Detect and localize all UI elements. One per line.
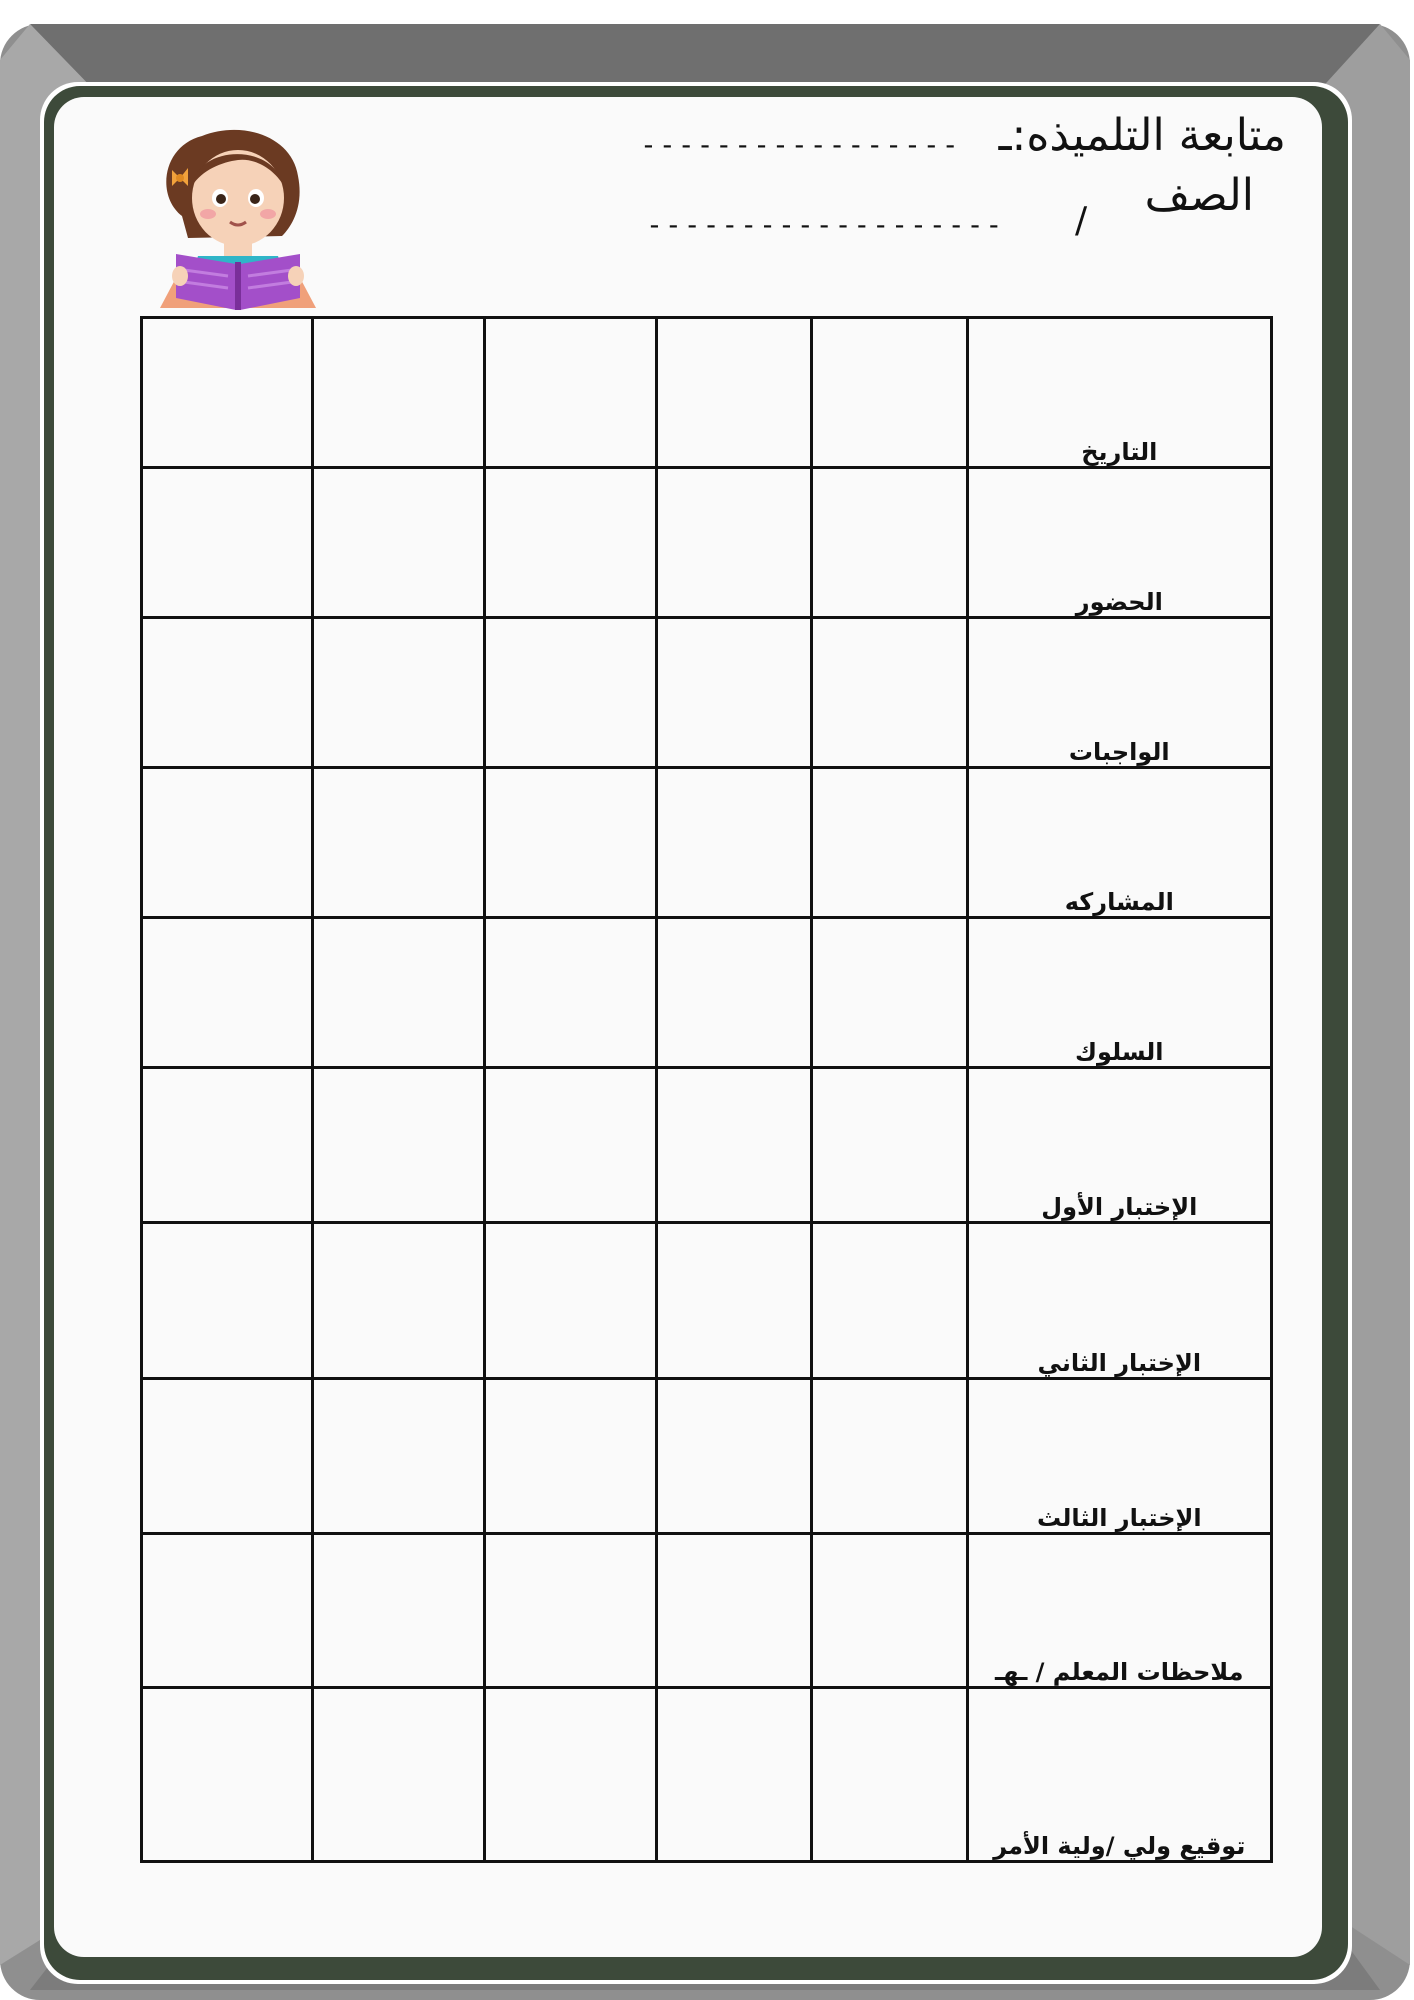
table-cell[interactable] [142,1068,313,1223]
table-cell[interactable] [485,1068,656,1223]
table-row [142,768,1272,918]
table-cell[interactable] [485,768,656,918]
table-cell[interactable] [656,1534,812,1688]
row-label-first-test: الإختبار الأول [967,1068,1271,1223]
table-cell[interactable] [312,1688,484,1862]
table-cell[interactable] [656,318,812,468]
table-cell[interactable] [142,1688,313,1862]
table-cell[interactable] [142,1534,313,1688]
table-cell[interactable] [656,1379,812,1534]
row-label-participation: المشاركه [967,768,1271,918]
table-cell[interactable] [656,1688,812,1862]
table-cell[interactable] [142,918,313,1068]
table-cell[interactable] [312,468,484,618]
table-cell[interactable] [142,1223,313,1379]
row-label-teacher-notes: ملاحظات المعلم / ـهـ [967,1534,1271,1688]
table-cell[interactable] [142,468,313,618]
class-separator: / [1075,200,1088,241]
table-cell[interactable] [485,1688,656,1862]
table-cell[interactable] [656,768,812,918]
table-cell[interactable] [812,1534,968,1688]
table-cell[interactable] [812,318,968,468]
table-row [142,1688,1272,1862]
table-row [142,1223,1272,1379]
table-cell[interactable] [812,1379,968,1534]
table-cell[interactable] [142,618,313,768]
student-name-label: متابعة التلميذه:ـ [998,110,1286,161]
table-cell[interactable] [312,918,484,1068]
row-label-date: التاريخ [967,318,1271,468]
table-cell[interactable] [485,318,656,468]
table-cell[interactable] [485,1223,656,1379]
student-name-blank[interactable]: ----------------- [640,128,961,161]
table-cell[interactable] [485,1534,656,1688]
table-cell[interactable] [485,918,656,1068]
table-cell[interactable] [312,768,484,918]
row-label-parent-signature: توقيع ولي /ولية الأمر [967,1688,1271,1862]
row-label-third-test: الإختبار الثالث [967,1379,1271,1534]
row-label-homework: الواجبات [967,618,1271,768]
table-row [142,918,1272,1068]
table-cell[interactable] [142,1379,313,1534]
table-cell[interactable] [812,1068,968,1223]
table-cell[interactable] [485,618,656,768]
girl-reading-book-illustration [142,126,332,310]
table-cell[interactable] [812,1688,968,1862]
table-cell[interactable] [485,468,656,618]
table-row [142,468,1272,618]
table-cell[interactable] [812,468,968,618]
table-cell[interactable] [312,1068,484,1223]
table-cell[interactable] [312,618,484,768]
table-row [142,1068,1272,1223]
table-cell[interactable] [656,1068,812,1223]
row-label-attendance: الحضور [967,468,1271,618]
table-cell[interactable] [312,1379,484,1534]
table-row [142,1379,1272,1534]
table-cell[interactable] [812,618,968,768]
table-row [142,618,1272,768]
table-cell[interactable] [142,318,313,468]
table-cell[interactable] [142,768,313,918]
student-tracking-table [140,316,1273,1863]
table-cell[interactable] [656,918,812,1068]
table-cell[interactable] [656,468,812,618]
table-cell[interactable] [656,1223,812,1379]
table-cell[interactable] [485,1379,656,1534]
table-cell[interactable] [312,1534,484,1688]
row-label-behavior: السلوك [967,918,1271,1068]
table-cell[interactable] [312,318,484,468]
table-cell[interactable] [812,768,968,918]
table-cell[interactable] [812,918,968,1068]
class-label: الصف [1144,170,1254,221]
table-cell[interactable] [812,1223,968,1379]
table-cell[interactable] [656,618,812,768]
class-blank[interactable]: ------------------- [646,208,1005,241]
table-cell[interactable] [312,1223,484,1379]
row-label-second-test: الإختبار الثاني [967,1223,1271,1379]
table-row [142,318,1272,468]
table-row [142,1534,1272,1688]
